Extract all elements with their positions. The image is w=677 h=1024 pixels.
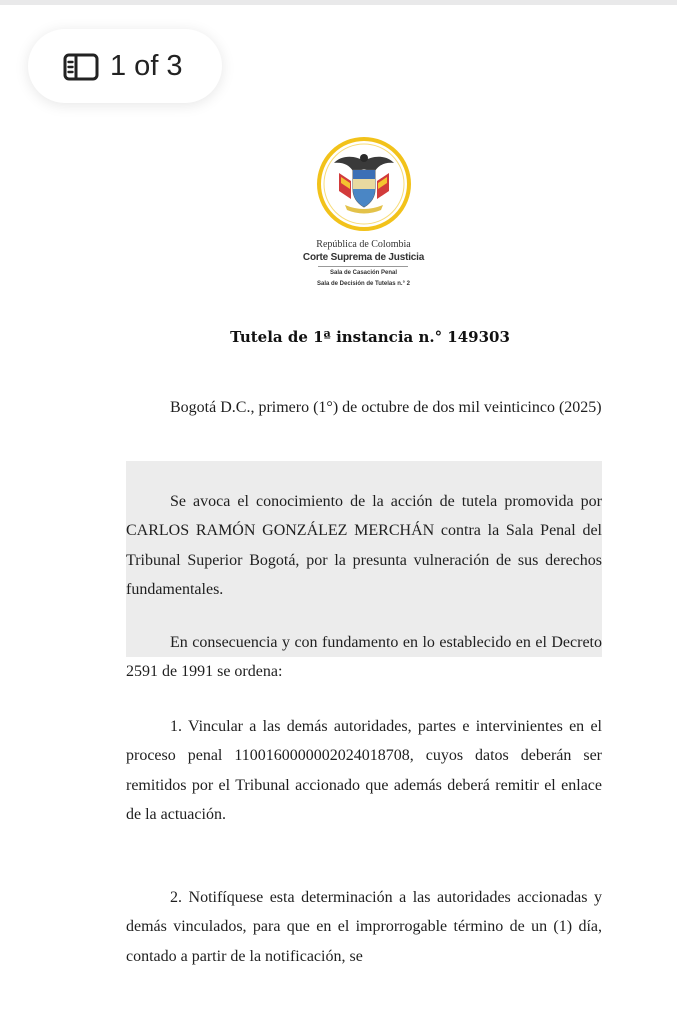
document-title: Tutela de 1ª instancia n.° 149303	[230, 328, 510, 346]
page-indicator-label: 1 of 3	[110, 50, 183, 82]
colombia-coat-of-arms-seal	[317, 137, 411, 231]
date-paragraph: Bogotá D.C., primero (1°) de octubre de dos mil veinticinco (2025)	[170, 399, 602, 416]
letterhead-divider	[318, 266, 408, 267]
chamber-name: Sala de Casación Penal	[329, 270, 398, 276]
division-name: Sala de Decisión de Tutelas n.° 2	[317, 281, 410, 287]
republic-label: República de Colombia	[316, 239, 411, 250]
court-name: Corte Suprema de Justicia	[302, 252, 425, 263]
avoca-paragraph: Se avoca el conocimiento de la acción de tutela promovida por CARLOS RAMÓN GONZÁLEZ MERCHÁN contra la Sala Penal del Tribunal Superior Bogotá, por la presunta vulneración de sus derechos fundamentales.	[126, 493, 602, 598]
page-indicator-button[interactable]	[28, 29, 222, 103]
consequence-paragraph: En consecuencia y con fundamento en lo establecido en el Decreto 2591 de 1991 se ordena:	[126, 634, 602, 681]
top-bar	[0, 0, 677, 5]
order-1-paragraph: 1. Vincular a las demás autoridades, partes e intervinientes en el proceso penal 11001600000020240187​08, cuyos datos deberán ser remitidos por el Tribunal accionado que además deberá remitir el enlace de la actuación.	[126, 718, 602, 823]
order-2-paragraph: 2. Notifíquese esta determinación a las autoridades accionadas y demás vinculados, para que en el improrrogable término de un (1) día, contado a partir de la notificación, se	[126, 889, 602, 965]
sidebar-panel-icon	[63, 53, 99, 81]
